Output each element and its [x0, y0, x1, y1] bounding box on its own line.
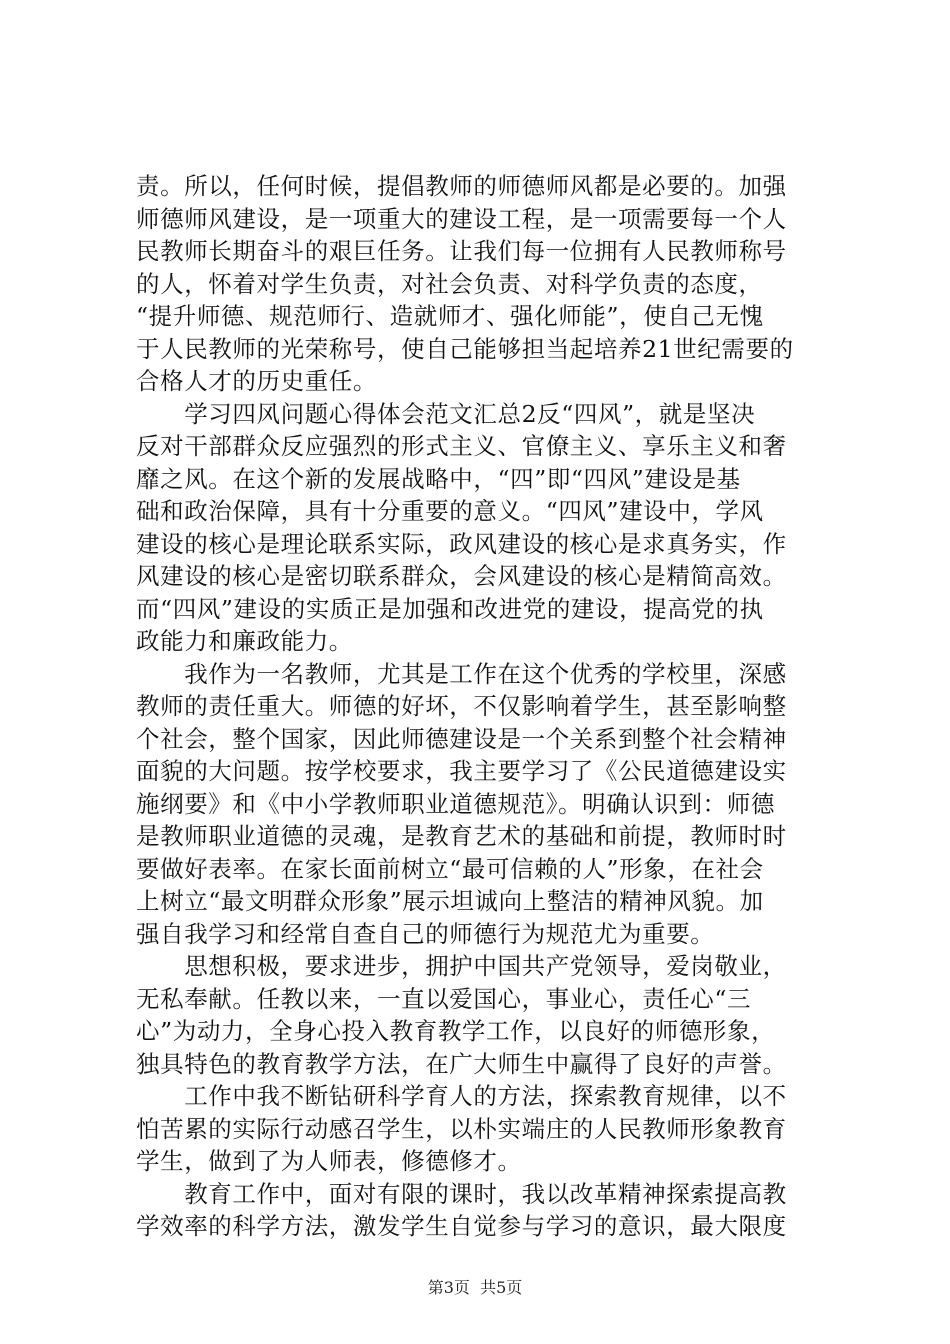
text-line: 师德师风建设，是一项重大的建设工程，是一项需要每一个人 [136, 204, 787, 233]
text-line: 面貌的大问题。按学校要求，我主要学习了《公民道德建设实 [136, 757, 787, 785]
text-line: 的人，怀着对学生负责，对社会负责、对科学负责的态度， [136, 269, 763, 298]
text-line: 学习四风问题心得体会范文汇总2反“四风”，就是坚决 [136, 399, 756, 428]
text-line: 独具特色的教育教学方法，在广大师生中赢得了良好的声誉。 [136, 1049, 787, 1078]
text-line: 教师的责任重大。师德的好坏，不仅影响着学生，甚至影响整 [136, 692, 787, 720]
text-line: 民教师长期奋斗的艰巨任务。让我们每一位拥有人民教师称号 [136, 237, 787, 265]
text-line: 于人民教师的光荣称号，使自己能够担当起培养21世纪需要的 [136, 334, 794, 363]
text-line: 强自我学习和经常自查自己的师德行为规范尤为重要。 [136, 919, 715, 948]
text-line: 责。所以，任何时候，提倡教师的师德师风都是必要的。加强 [136, 172, 787, 200]
text-line: 心”为动力，全身心投入教育教学工作，以良好的师德形象， [136, 1017, 776, 1045]
text-line: 础和政治保障，具有十分重要的意义。“四风”建设中，学风 [136, 497, 764, 525]
text-line: 我作为一名教师，尤其是工作在这个优秀的学校里，深感 [136, 659, 787, 688]
text-line: 合格人才的历史重任。 [136, 367, 377, 395]
text-line: 学生，做到了为人师表，修德修才。 [136, 1147, 522, 1175]
text-line: 施纲要》和《中小学教师职业道德规范》。明确认识到：师德 [136, 789, 775, 818]
text-line: “提升师德、规范师行、造就师才、强化师能”，使自己无愧 [136, 302, 764, 330]
document-body [136, 170, 826, 1243]
text-line: 而“四风”建设的实质正是加强和改进党的建设，提高党的执 [136, 594, 764, 623]
text-line: 思想积极，要求进步，拥护中国共产党领导，爱岗敬业， [136, 952, 787, 980]
text-line: 上树立“最文明群众形象”展示坦诚向上整洁的精神风貌。加 [136, 887, 764, 915]
text-line: 教育工作中，面对有限的课时，我以改革精神探索提高教 [136, 1179, 787, 1208]
text-line: 反对干部群众反应强烈的形式主义、官僚主义、享乐主义和奢 [136, 432, 787, 460]
text-line: 工作中我不断钻研科学育人的方法，探索教育规律，以不 [136, 1082, 787, 1110]
text-line: 建设的核心是理论联系实际，政风建设的核心是求真务实，作 [136, 529, 787, 558]
text-line: 是教师职业道德的灵魂，是教育艺术的基础和前提，教师时时 [136, 822, 787, 850]
page-footer: 第3页 共5页 [427, 1278, 523, 1297]
text-line: 靡之风。在这个新的发展战略中，“四”即“四风”建设是基 [136, 464, 741, 493]
text-line: 要做好表率。在家长面前树立“最可信赖的人”形象，在社会 [136, 854, 764, 883]
text-line: 政能力和廉政能力。 [136, 627, 353, 655]
text-line: 无私奉献。任教以来，一直以爱国心，事业心，责任心“三 [136, 984, 752, 1013]
text-line: 学效率的科学方法，激发学生自觉参与学习的意识，最大限度 [136, 1212, 787, 1240]
text-line: 个社会，整个国家，因此师德建设是一个关系到整个社会精神 [136, 724, 787, 753]
text-line: 风建设的核心是密切联系群众，会风建设的核心是精简高效。 [136, 562, 787, 590]
text-line: 怕苦累的实际行动感召学生，以朴实端庄的人民教师形象教育 [136, 1114, 787, 1143]
